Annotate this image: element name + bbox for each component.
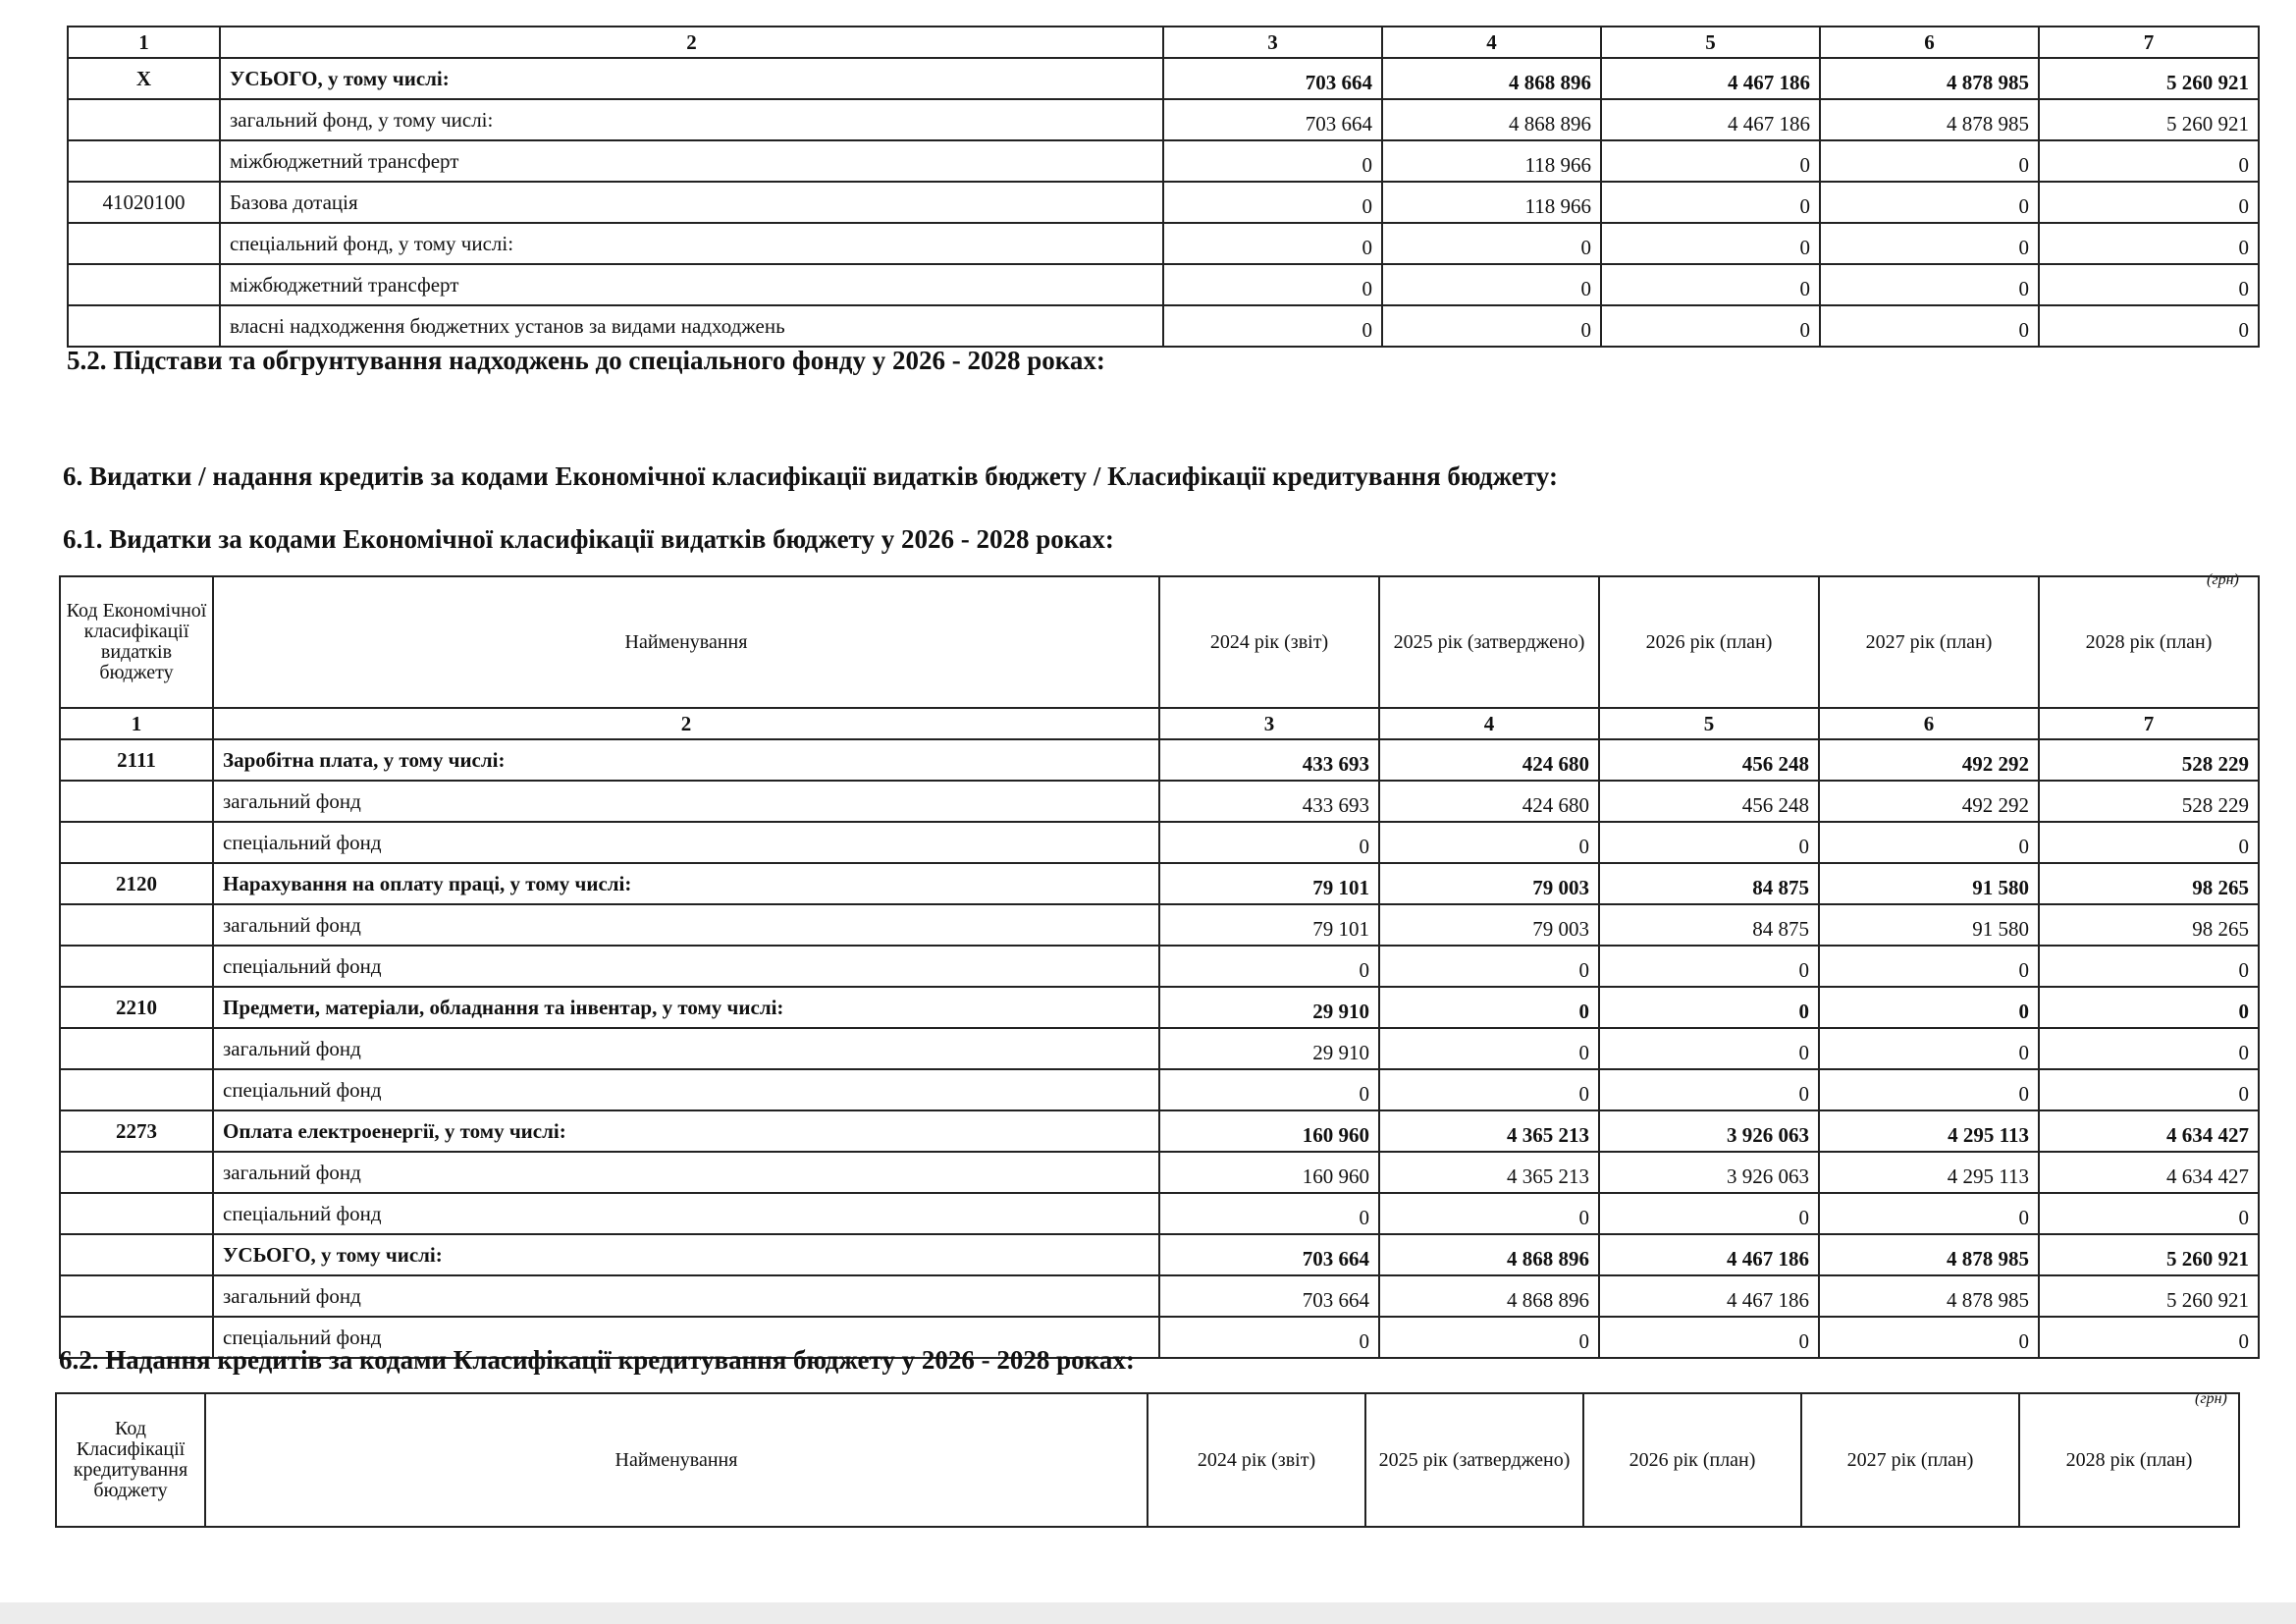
column-number: 4 — [1379, 708, 1599, 739]
row-value: 0 — [1163, 264, 1382, 305]
row-code: 41020100 — [68, 182, 220, 223]
row-code: 2210 — [60, 987, 213, 1028]
row-value: 4 295 113 — [1819, 1110, 2039, 1152]
column-number: 1 — [68, 27, 220, 58]
section-6-heading: 6. Видатки / надання кредитів за кодами Економічної класифікації видатків бюджету / Класифікації кредитування бюджету: — [63, 461, 1558, 491]
row-name: Оплата електроенергії, у тому числі: — [213, 1110, 1159, 1152]
row-code: 2120 — [60, 863, 213, 904]
row-value: 0 — [1819, 1069, 2039, 1110]
expense-table — [59, 575, 2260, 1359]
row-value: 29 910 — [1159, 1028, 1379, 1069]
row-name: Предмети, матеріали, обладнання та інвентар, у тому числі: — [213, 987, 1159, 1028]
row-value: 0 — [2039, 182, 2259, 223]
row-code — [68, 264, 220, 305]
row-value: 0 — [1820, 264, 2039, 305]
row-value: 4 467 186 — [1601, 58, 1820, 99]
row-value: 5 260 921 — [2039, 99, 2259, 140]
row-value: 79 101 — [1159, 863, 1379, 904]
row-value: 703 664 — [1163, 99, 1382, 140]
name-column-header: Найменування — [213, 576, 1159, 708]
row-value: 118 966 — [1382, 182, 1601, 223]
row-value: 0 — [1163, 223, 1382, 264]
year-column-header: 2028 рік (план) — [2039, 576, 2259, 708]
table-row — [68, 140, 2259, 182]
column-number: 3 — [1163, 27, 1382, 58]
row-name: власні надходження бюджетних установ за видами надходжень — [220, 305, 1163, 347]
row-value: 0 — [1599, 822, 1819, 863]
row-name: УСЬОГО, у тому числі: — [213, 1234, 1159, 1275]
table-row — [60, 1069, 2259, 1110]
row-name: міжбюджетний трансферт — [220, 264, 1163, 305]
row-value: 0 — [1163, 140, 1382, 182]
row-code — [68, 223, 220, 264]
row-value: 4 467 186 — [1599, 1275, 1819, 1317]
table-row — [60, 739, 2259, 781]
row-value: 4 868 896 — [1379, 1275, 1599, 1317]
column-number: 7 — [2039, 708, 2259, 739]
expense-header-row — [60, 576, 2259, 708]
row-value: 3 926 063 — [1599, 1152, 1819, 1193]
row-value: 0 — [1820, 140, 2039, 182]
row-value: 0 — [1379, 1069, 1599, 1110]
row-value: 5 260 921 — [2039, 58, 2259, 99]
row-value: 4 878 985 — [1819, 1234, 2039, 1275]
row-value: 0 — [2039, 305, 2259, 347]
row-value: 0 — [1819, 1028, 2039, 1069]
row-value: 528 229 — [2039, 781, 2259, 822]
row-value: 4 878 985 — [1820, 99, 2039, 140]
row-value: 456 248 — [1599, 781, 1819, 822]
row-code — [68, 305, 220, 347]
row-value: 160 960 — [1159, 1110, 1379, 1152]
row-name: міжбюджетний трансферт — [220, 140, 1163, 182]
row-code — [60, 1193, 213, 1234]
row-value: 98 265 — [2039, 863, 2259, 904]
row-value: 0 — [2039, 987, 2259, 1028]
table-row — [60, 781, 2259, 822]
row-value: 0 — [1379, 1193, 1599, 1234]
row-value: 0 — [1159, 1317, 1379, 1358]
row-code — [60, 1028, 213, 1069]
code-column-header: Код Класифікації кредитування бюджету — [56, 1393, 205, 1527]
row-value: 424 680 — [1379, 739, 1599, 781]
row-value: 4 634 427 — [2039, 1110, 2259, 1152]
table-row — [68, 223, 2259, 264]
table-row — [68, 99, 2259, 140]
row-code — [60, 1152, 213, 1193]
row-value: 4 878 985 — [1820, 58, 2039, 99]
row-value: 528 229 — [2039, 739, 2259, 781]
row-value: 0 — [1159, 1069, 1379, 1110]
row-value: 0 — [2039, 264, 2259, 305]
column-number: 4 — [1382, 27, 1601, 58]
row-value: 0 — [1601, 182, 1820, 223]
row-name: спеціальний фонд — [213, 1317, 1159, 1358]
row-value: 0 — [2039, 1069, 2259, 1110]
column-number: 6 — [1820, 27, 2039, 58]
column-number: 2 — [220, 27, 1163, 58]
row-value: 0 — [1820, 305, 2039, 347]
row-value: 4 868 896 — [1379, 1234, 1599, 1275]
code-column-header: Код Економічної класифікації видатків бюджету — [60, 576, 213, 708]
table-row — [60, 822, 2259, 863]
table-row — [60, 1028, 2259, 1069]
row-value: 5 260 921 — [2039, 1275, 2259, 1317]
column-number: 1 — [60, 708, 213, 739]
section-5-2-heading: 5.2. Підстави та обгрунтування надходжень до спеціального фонду у 2026 - 2028 роках: — [67, 346, 1105, 375]
row-value: 84 875 — [1599, 904, 1819, 946]
row-value: 0 — [1820, 182, 2039, 223]
row-value: 98 265 — [2039, 904, 2259, 946]
row-value: 4 295 113 — [1819, 1152, 2039, 1193]
year-column-header: 2024 рік (звіт) — [1148, 1393, 1365, 1527]
row-name: спеціальний фонд — [213, 1069, 1159, 1110]
row-value: 0 — [1163, 305, 1382, 347]
column-number-row — [60, 708, 2259, 739]
year-column-header: 2025 рік (затверджено) — [1379, 576, 1599, 708]
unit-label: (грн) — [2207, 571, 2239, 588]
row-value: 4 634 427 — [2039, 1152, 2259, 1193]
year-column-header: 2024 рік (звіт) — [1159, 576, 1379, 708]
row-name: спеціальний фонд — [213, 1193, 1159, 1234]
row-value: 79 003 — [1379, 863, 1599, 904]
row-value: 0 — [1599, 946, 1819, 987]
row-value: 0 — [1382, 305, 1601, 347]
row-value: 0 — [1379, 987, 1599, 1028]
row-value: 0 — [1382, 223, 1601, 264]
row-value: 0 — [1819, 946, 2039, 987]
income-table-body — [68, 27, 2259, 347]
row-value: 0 — [1601, 223, 1820, 264]
row-code — [60, 1234, 213, 1275]
table-row — [60, 1234, 2259, 1275]
row-code — [60, 1275, 213, 1317]
row-value: 0 — [2039, 1317, 2259, 1358]
column-number: 5 — [1599, 708, 1819, 739]
row-value: 0 — [1820, 223, 2039, 264]
column-number: 5 — [1601, 27, 1820, 58]
row-value: 4 467 186 — [1599, 1234, 1819, 1275]
row-name: Заробітна плата, у тому числі: — [213, 739, 1159, 781]
year-column-header: 2026 рік (план) — [1583, 1393, 1801, 1527]
row-name: загальний фонд, у тому числі: — [220, 99, 1163, 140]
table-row — [68, 58, 2259, 99]
row-value: 0 — [1159, 822, 1379, 863]
year-column-header: 2025 рік (затверджено) — [1365, 1393, 1583, 1527]
row-value: 0 — [2039, 1193, 2259, 1234]
row-value: 0 — [2039, 946, 2259, 987]
row-name: загальний фонд — [213, 781, 1159, 822]
row-value: 492 292 — [1819, 781, 2039, 822]
row-name: Нарахування на оплату праці, у тому числі: — [213, 863, 1159, 904]
column-number-row — [68, 27, 2259, 58]
table-row — [60, 904, 2259, 946]
row-value: 703 664 — [1159, 1275, 1379, 1317]
table-row — [60, 1193, 2259, 1234]
row-value: 0 — [1599, 1069, 1819, 1110]
row-value: 0 — [1601, 264, 1820, 305]
row-value: 0 — [2039, 223, 2259, 264]
row-value: 0 — [1382, 264, 1601, 305]
row-value: 118 966 — [1382, 140, 1601, 182]
year-column-header: 2026 рік (план) — [1599, 576, 1819, 708]
row-code — [60, 1069, 213, 1110]
credit-header-row — [56, 1393, 2239, 1527]
page-bottom-edge — [0, 1602, 2296, 1624]
row-value: 3 926 063 — [1599, 1110, 1819, 1152]
table-row — [60, 1275, 2259, 1317]
row-name: спеціальний фонд, у тому числі: — [220, 223, 1163, 264]
row-value: 0 — [1159, 1193, 1379, 1234]
row-value: 703 664 — [1163, 58, 1382, 99]
row-value: 424 680 — [1379, 781, 1599, 822]
row-code: 2273 — [60, 1110, 213, 1152]
row-value: 0 — [1819, 987, 2039, 1028]
row-value: 456 248 — [1599, 739, 1819, 781]
row-value: 492 292 — [1819, 739, 2039, 781]
row-name: спеціальний фонд — [213, 946, 1159, 987]
row-value: 4 878 985 — [1819, 1275, 2039, 1317]
row-code: 2111 — [60, 739, 213, 781]
row-name: УСЬОГО, у тому числі: — [220, 58, 1163, 99]
row-value: 29 910 — [1159, 987, 1379, 1028]
year-column-header: 2027 рік (план) — [1801, 1393, 2019, 1527]
row-name: загальний фонд — [213, 1028, 1159, 1069]
table-row — [60, 946, 2259, 987]
column-number: 2 — [213, 708, 1159, 739]
row-value: 0 — [1819, 1193, 2039, 1234]
row-value: 0 — [1599, 1028, 1819, 1069]
row-value: 0 — [1599, 1317, 1819, 1358]
row-value: 4 467 186 — [1601, 99, 1820, 140]
row-name: загальний фонд — [213, 904, 1159, 946]
row-name: загальний фонд — [213, 1152, 1159, 1193]
year-column-header: 2028 рік (план) — [2019, 1393, 2239, 1527]
row-code — [60, 904, 213, 946]
column-number: 6 — [1819, 708, 2039, 739]
row-name: Базова дотація — [220, 182, 1163, 223]
row-value: 0 — [1159, 946, 1379, 987]
row-code — [68, 140, 220, 182]
income-table — [67, 26, 2260, 348]
row-value: 703 664 — [1159, 1234, 1379, 1275]
row-value: 84 875 — [1599, 863, 1819, 904]
table-row — [60, 1110, 2259, 1152]
table-row — [68, 305, 2259, 347]
row-value: 433 693 — [1159, 739, 1379, 781]
row-value: 433 693 — [1159, 781, 1379, 822]
row-value: 0 — [1819, 1317, 2039, 1358]
row-name: спеціальний фонд — [213, 822, 1159, 863]
table-row — [68, 264, 2259, 305]
column-number: 3 — [1159, 708, 1379, 739]
row-value: 0 — [1819, 822, 2039, 863]
row-code — [60, 781, 213, 822]
row-value: 91 580 — [1819, 863, 2039, 904]
row-value: 4 868 896 — [1382, 58, 1601, 99]
row-code — [68, 99, 220, 140]
row-value: 91 580 — [1819, 904, 2039, 946]
expense-table-body — [60, 576, 2259, 1358]
unit-label: (грн) — [2195, 1390, 2227, 1407]
row-value: 0 — [2039, 1028, 2259, 1069]
row-value: 0 — [2039, 822, 2259, 863]
row-value: 0 — [1599, 987, 1819, 1028]
row-value: 0 — [1379, 1317, 1599, 1358]
row-name: загальний фонд — [213, 1275, 1159, 1317]
credit-table — [55, 1392, 2240, 1528]
section-6-2-heading: 6.2. Надання кредитів за кодами Класифікації кредитування бюджету у 2026 - 2028 роках: — [59, 1345, 1135, 1375]
row-value: 5 260 921 — [2039, 1234, 2259, 1275]
table-row — [60, 987, 2259, 1028]
row-value: 0 — [1379, 822, 1599, 863]
row-code: X — [68, 58, 220, 99]
table-row — [60, 863, 2259, 904]
column-number: 7 — [2039, 27, 2259, 58]
year-column-header: 2027 рік (план) — [1819, 576, 2039, 708]
row-value: 79 003 — [1379, 904, 1599, 946]
row-value: 0 — [2039, 140, 2259, 182]
name-column-header: Найменування — [205, 1393, 1148, 1527]
row-value: 0 — [1379, 1028, 1599, 1069]
row-value: 0 — [1601, 140, 1820, 182]
row-value: 0 — [1163, 182, 1382, 223]
row-value: 4 365 213 — [1379, 1110, 1599, 1152]
section-6-1-heading: 6.1. Видатки за кодами Економічної класифікації видатків бюджету у 2026 - 2028 роках: — [63, 524, 1114, 554]
row-value: 4 868 896 — [1382, 99, 1601, 140]
row-value: 160 960 — [1159, 1152, 1379, 1193]
row-code — [60, 822, 213, 863]
table-row — [68, 182, 2259, 223]
row-value: 0 — [1599, 1193, 1819, 1234]
row-value: 4 365 213 — [1379, 1152, 1599, 1193]
row-code — [60, 946, 213, 987]
row-value: 79 101 — [1159, 904, 1379, 946]
row-value: 0 — [1379, 946, 1599, 987]
row-value: 0 — [1601, 305, 1820, 347]
table-row — [60, 1152, 2259, 1193]
credit-table-body — [56, 1393, 2239, 1527]
